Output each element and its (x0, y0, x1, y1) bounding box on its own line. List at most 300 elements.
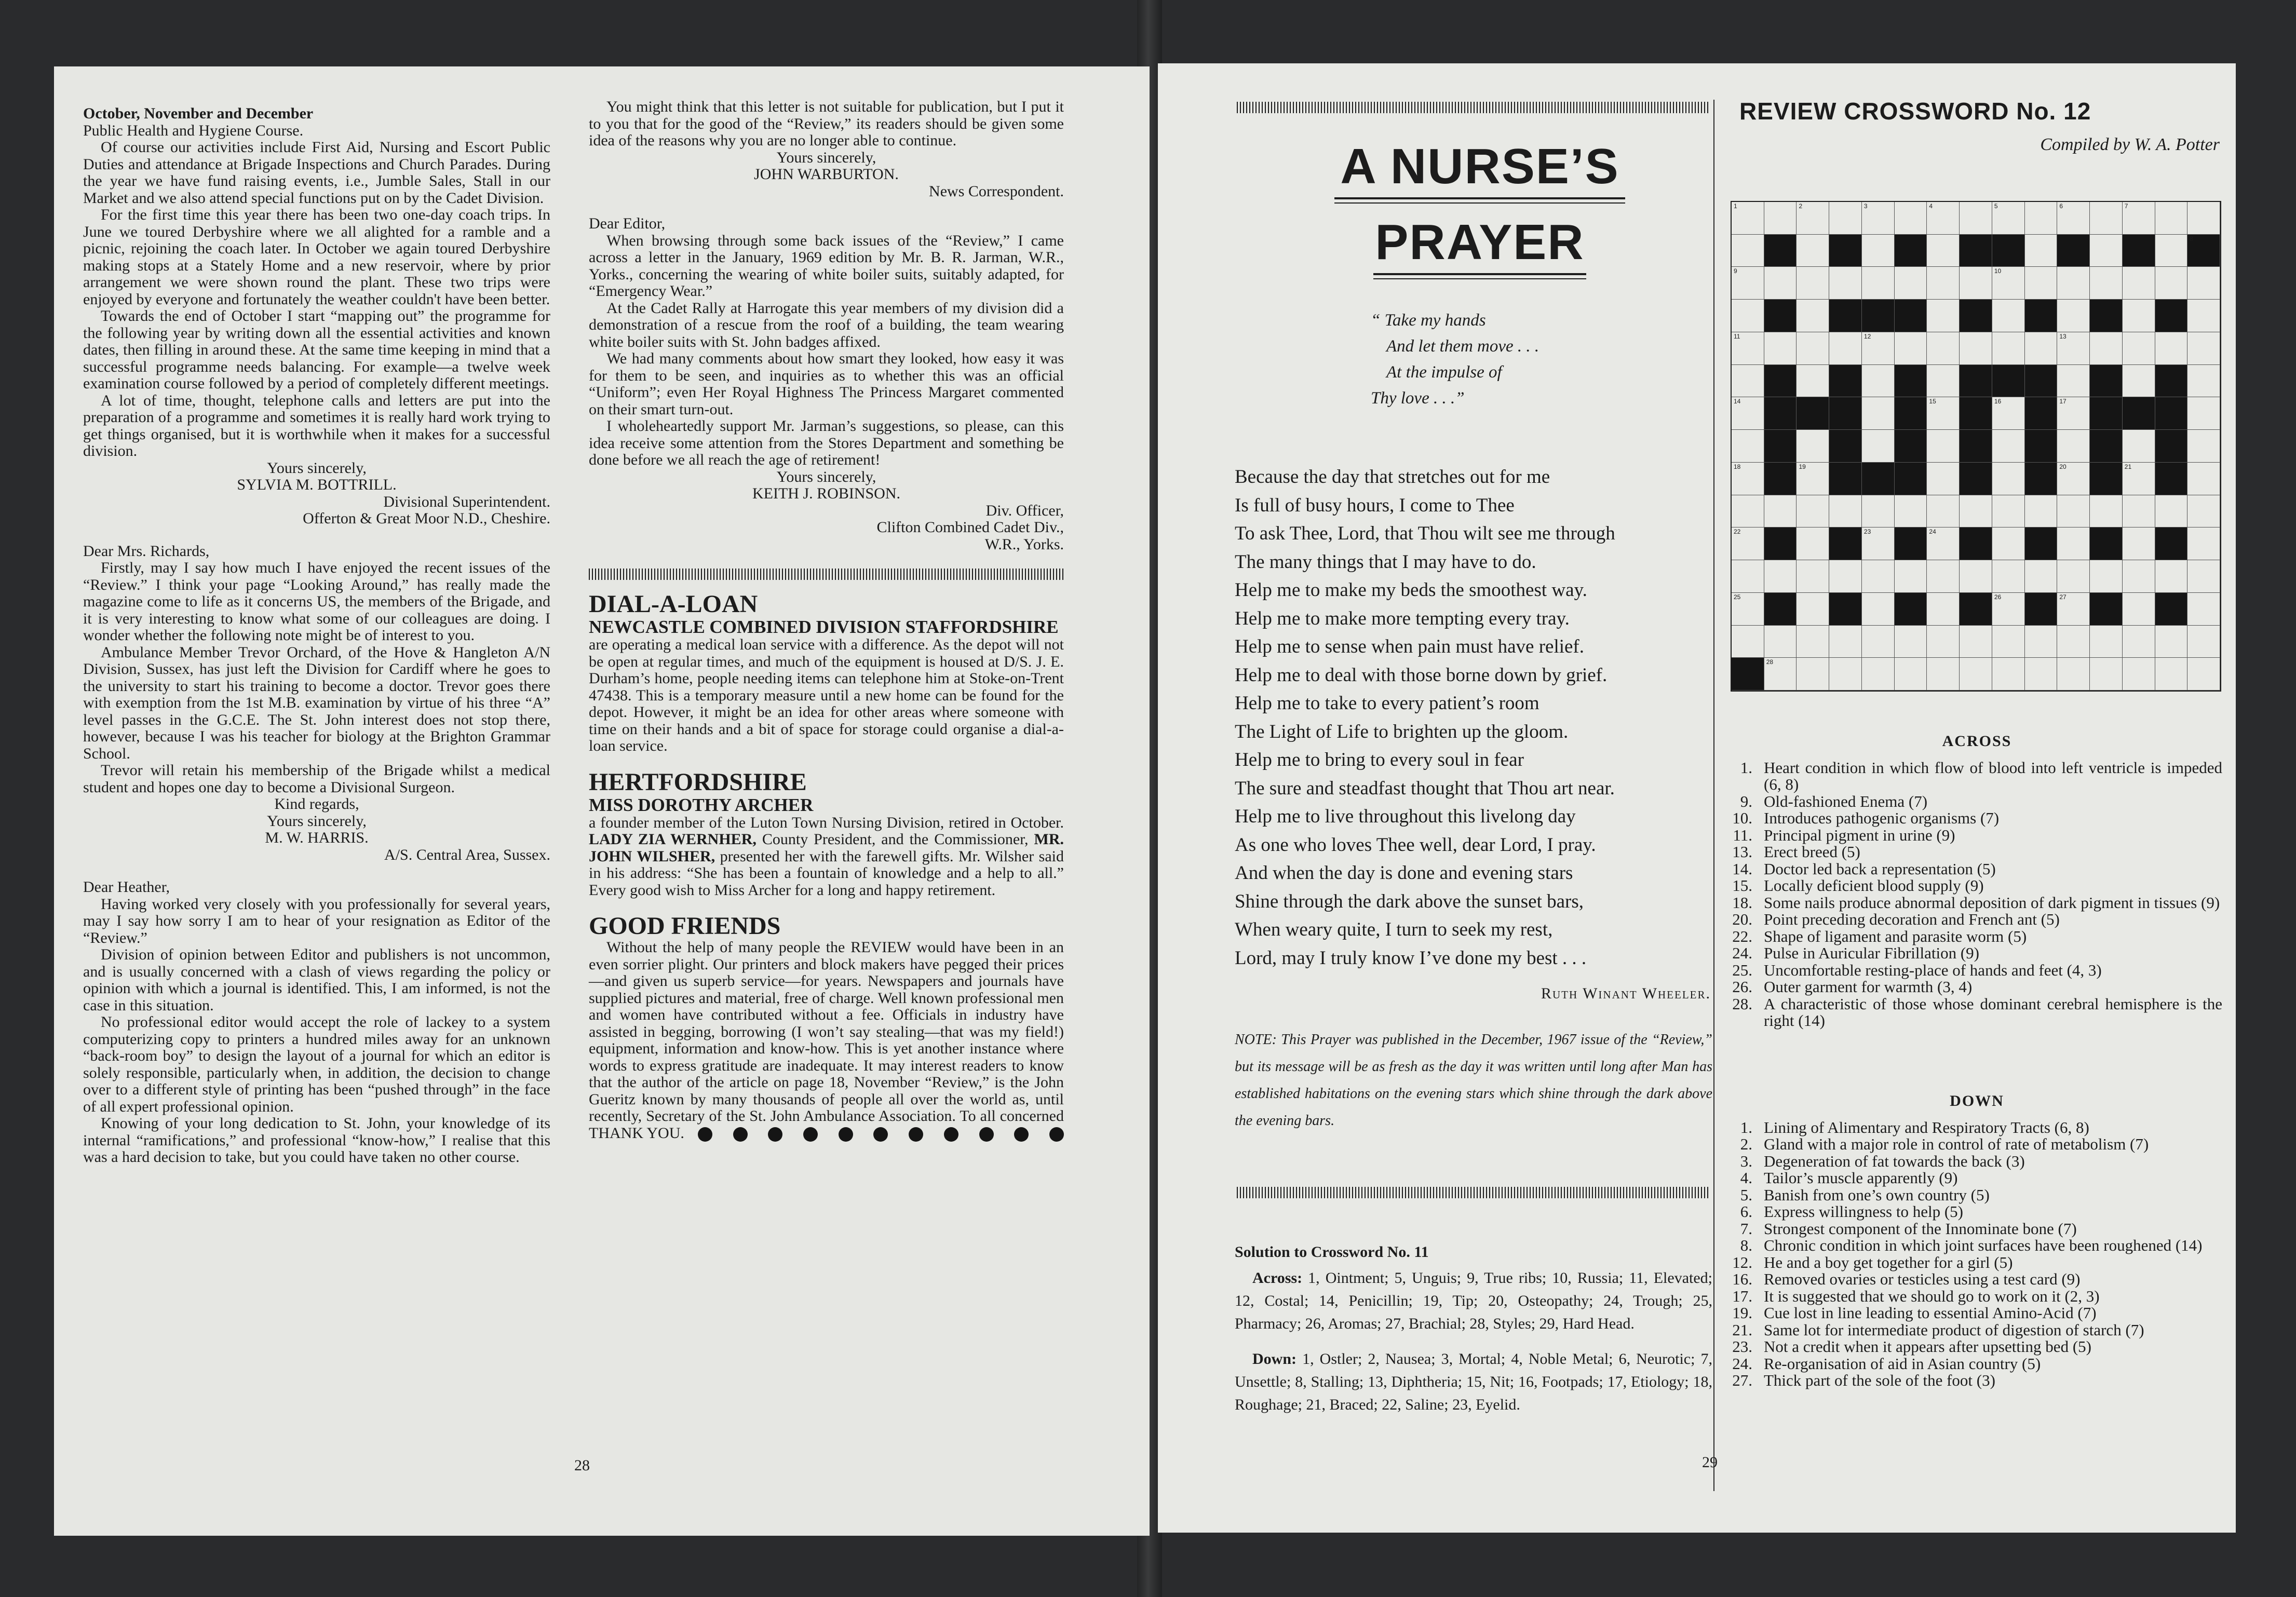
crossword-cell[interactable] (1992, 560, 2025, 593)
crossword-compiler: Compiled by W. A. Potter (2040, 135, 2220, 154)
crossword-black-square (1797, 397, 1829, 430)
crossword-cell[interactable] (1895, 267, 1927, 300)
clue-item (1732, 1170, 2222, 1187)
letter-paragraph: When browsing through some back issues of the “Review,” I came across a letter in the January, 1969 edition by Mr. B. R. Jarman, W.R., Yorks., concerning the wearing of white boiler suits, suitably adapted, for “Emergency Wear.” (589, 232, 1064, 300)
prayer-poem (1235, 463, 1712, 972)
poem-line: Help me to deal with those borne down by grief. (1235, 664, 1608, 686)
crossword-cell[interactable] (1927, 495, 1960, 528)
crossword-cell[interactable] (2123, 365, 2155, 398)
crossword-cell[interactable] (2187, 495, 2220, 528)
crossword-cell[interactable] (1797, 626, 1829, 658)
poem-line: The Light of Life to brighten up the gloom. (1235, 721, 1569, 742)
crossword-cell[interactable] (2025, 495, 2058, 528)
crossword-cell[interactable] (1927, 430, 1960, 463)
crossword-cell[interactable] (2090, 235, 2123, 267)
crossword-cell[interactable] (1895, 332, 1927, 365)
letter-paragraph: Trevor will retain his membership of the Brigade whilst a medical student and hopes one day to become a Divisional Surgeon. (83, 762, 550, 796)
crossword-cell[interactable] (1927, 365, 1960, 398)
dial-a-loan-section (589, 591, 1064, 755)
crossword-cell[interactable] (1927, 463, 1960, 495)
crossword-cell[interactable] (2025, 658, 2058, 691)
signature-title: Div. Officer, (985, 502, 1064, 519)
signature-title: News Correspondent. (929, 182, 1064, 200)
herts-text-2: County President, and the Commissioner, (762, 831, 1029, 848)
crossword-black-square (1764, 463, 1797, 495)
crossword-black-square (1764, 593, 1797, 626)
clue-item (1732, 844, 2222, 861)
crossword-cell[interactable] (2187, 267, 2220, 300)
crossword-cell[interactable] (1732, 365, 1764, 398)
crossword-cell[interactable] (2090, 267, 2123, 300)
signature-line: Kind regards, (274, 795, 359, 813)
crossword-cell[interactable] (2123, 463, 2155, 495)
title-underline (1373, 273, 1586, 279)
crossword-cell[interactable] (1927, 527, 1960, 560)
bullet-dot (909, 1127, 923, 1142)
clue-text: Doctor led back a representation (5) (1764, 859, 1996, 878)
clue-item (1732, 827, 2222, 844)
across-clue-list (1732, 760, 2222, 1030)
crossword-cell[interactable] (2057, 527, 2090, 560)
signature-title: Offerton & Great Moor N.D., Cheshire. (303, 510, 550, 527)
poem-author: Ruth Winant Wheeler. (1541, 985, 1711, 1002)
crossword-black-square (1764, 397, 1797, 430)
crossword-black-square (2090, 463, 2123, 495)
crossword-cell[interactable] (1960, 495, 1992, 528)
signature-line: Yours sincerely, (776, 468, 876, 485)
prayer-epigraph (1371, 307, 1539, 411)
crossword-cell[interactable] (1764, 626, 1797, 658)
clue-item (1732, 1119, 2222, 1136)
signature-line: SYLVIA M. BOTTRILL. (237, 476, 397, 493)
clue-number: 9. (1740, 792, 1752, 810)
crossword-cell[interactable] (1829, 658, 1862, 691)
clue-number: 20. (1732, 910, 1752, 928)
clue-item (1732, 996, 2222, 1030)
crossword-cell[interactable] (1732, 202, 1764, 235)
crossword-cell[interactable] (2187, 658, 2220, 691)
crossword-cell[interactable] (1927, 397, 1960, 430)
crossword-cell[interactable] (1862, 202, 1895, 235)
crossword-cell[interactable] (2057, 463, 2090, 495)
crossword-cell[interactable] (1960, 332, 1992, 365)
crossword-cell[interactable] (2187, 560, 2220, 593)
crossword-black-square (1895, 463, 1927, 495)
crossword-cell[interactable] (2057, 332, 2090, 365)
crossword-cell[interactable] (2187, 626, 2220, 658)
crossword-cell[interactable] (1960, 658, 1992, 691)
crossword-cell[interactable] (1732, 332, 1764, 365)
crossword-black-square (2025, 430, 2058, 463)
across-heading: ACROSS (1942, 733, 2012, 750)
clue-text: He and a boy get together for a girl (5) (1764, 1253, 2013, 1271)
clue-item (1732, 1153, 2222, 1170)
crossword-cell[interactable] (1732, 235, 1764, 267)
crossword-cell[interactable] (1797, 658, 1829, 691)
clue-text: It is suggested that we should go to work on it (2, 3) (1764, 1287, 2100, 1305)
signature-line: KEITH J. ROBINSON. (752, 485, 900, 502)
crossword-cell[interactable] (1797, 267, 1829, 300)
poem-line: When weary quite, I turn to seek my rest, (1235, 919, 1553, 940)
clue-text: Re-organisation of aid in Asian country (5) (1764, 1354, 2041, 1373)
clue-item (1732, 1254, 2222, 1271)
crossword-cell[interactable] (2090, 332, 2123, 365)
clue-text: Uncomfortable resting-place of hands and feet (4, 3) (1764, 960, 2102, 979)
crossword-cell[interactable] (1992, 527, 2025, 560)
crossword-cell[interactable] (2187, 202, 2220, 235)
crossword-cell[interactable] (1829, 626, 1862, 658)
crossword-cell[interactable] (1862, 560, 1895, 593)
crossword-cell[interactable] (1732, 267, 1764, 300)
good-friends-heading: GOOD FRIENDS (589, 912, 781, 940)
clue-number: 17. (1732, 1287, 1752, 1305)
crossword-cell[interactable] (1732, 300, 1764, 332)
crossword-cell[interactable] (2025, 626, 2058, 658)
crossword-cell[interactable] (2155, 235, 2188, 267)
clue-number: 23. (1732, 1337, 1752, 1356)
clue-text: Express willingness to help (5) (1764, 1202, 1964, 1221)
crossword-cell[interactable] (1732, 527, 1764, 560)
crossword-cell[interactable] (2057, 593, 2090, 626)
poem-line: Because the day that stretches out for me (1235, 466, 1550, 488)
crossword-cell-number: 11 (1734, 332, 1740, 340)
crossword-cell[interactable] (2123, 658, 2155, 691)
crossword-cell[interactable] (2057, 495, 2090, 528)
good-friends-section (589, 913, 1064, 1142)
clue-item (1732, 979, 2222, 996)
crossword-black-square (1829, 430, 1862, 463)
clue-number: 12. (1732, 1253, 1752, 1271)
crossword-cell[interactable] (1862, 235, 1895, 267)
crossword-cell[interactable] (2123, 560, 2155, 593)
crossword-cell[interactable] (1895, 495, 1927, 528)
crossword-black-square (1895, 593, 1927, 626)
clue-text: A characteristic of those whose dominant cerebral hemisphere is the right (14) (1764, 994, 2222, 1030)
title-underline (1334, 197, 1625, 204)
crossword-black-square (1764, 300, 1797, 332)
crossword-cell[interactable] (1927, 560, 1960, 593)
crossword-cell[interactable] (1927, 332, 1960, 365)
crossword-cell[interactable] (1992, 626, 2025, 658)
page-number-left: 28 (574, 1457, 590, 1474)
crossword-cell[interactable] (2090, 560, 2123, 593)
hertfordshire-subheading: MISS DOROTHY ARCHER (589, 794, 814, 815)
crossword-cell[interactable] (2057, 397, 2090, 430)
clue-item (1732, 895, 2222, 912)
crossword-cell[interactable] (1764, 495, 1797, 528)
crossword-cell[interactable] (2025, 202, 2058, 235)
crossword-cell[interactable] (1927, 626, 1960, 658)
crossword-cell[interactable] (2057, 430, 2090, 463)
crossword-cell[interactable] (1992, 463, 2025, 495)
letter-line: Dear Mrs. Richards, (83, 542, 210, 560)
crossword-cell[interactable] (1992, 593, 2025, 626)
crossword-cell[interactable] (1732, 430, 1764, 463)
crossword-cell[interactable] (1732, 397, 1764, 430)
crossword-cell[interactable] (2123, 332, 2155, 365)
crossword-cell[interactable] (2187, 300, 2220, 332)
crossword-cell[interactable] (2057, 300, 2090, 332)
solution-down (1235, 1348, 1712, 1416)
crossword-black-square (2090, 300, 2123, 332)
crossword-cell[interactable] (2057, 560, 2090, 593)
crossword-cell[interactable] (2187, 397, 2220, 430)
crossword-cell[interactable] (1992, 300, 2025, 332)
left-page (54, 66, 1150, 1536)
letter-paragraph: Towards the end of October I start “mapping out” the programme for the following year by writing down all the essential activities and known dates, then filling in around these. At the same time keeping in mind that a successful programme needs balancing. For example—a twelve week examination course followed by a period of completely different meetings. (83, 307, 550, 392)
clue-item (1732, 1322, 2222, 1339)
clue-text: Lining of Alimentary and Respiratory Tracts (6, 8) (1764, 1118, 2089, 1136)
clue-number: 18. (1732, 893, 1752, 912)
crossword-cell[interactable] (1960, 626, 1992, 658)
crossword-cell[interactable] (1732, 495, 1764, 528)
crossword-cell[interactable] (1764, 658, 1797, 691)
clue-item (1732, 1237, 2222, 1254)
crossword-cell-number: 2 (1799, 202, 1803, 210)
crossword-cell[interactable] (1960, 560, 1992, 593)
crossword-cell[interactable] (1764, 267, 1797, 300)
crossword-black-square (1764, 235, 1797, 267)
crossword-cell[interactable] (2187, 593, 2220, 626)
crossword-cell[interactable] (1895, 658, 1927, 691)
crossword-cell[interactable] (1732, 626, 1764, 658)
crossword-cell[interactable] (1927, 235, 1960, 267)
crossword-cell[interactable] (1862, 626, 1895, 658)
hertfordshire-heading: HERTFORDSHIRE (589, 768, 807, 796)
clue-number: 10. (1732, 809, 1752, 827)
clue-number: 25. (1732, 960, 1752, 979)
clue-text: Some nails produce abnormal deposition of dark pigment in tissues (9) (1764, 893, 2220, 912)
hertfordshire-section (589, 769, 1064, 899)
crossword-cell[interactable] (1862, 658, 1895, 691)
crossword-black-square (1895, 300, 1927, 332)
crossword-grid[interactable] (1731, 201, 2221, 692)
crossword-cell[interactable] (2187, 430, 2220, 463)
crossword-cell[interactable] (1992, 430, 2025, 463)
crossword-cell-number: 19 (1799, 463, 1806, 470)
crossword-cell[interactable] (2057, 658, 2090, 691)
signature-title: W.R., Yorks. (984, 535, 1064, 553)
crossword-cell[interactable] (1862, 267, 1895, 300)
crossword-cell[interactable] (1992, 495, 2025, 528)
clue-number: 11. (1733, 825, 1752, 844)
letter-line: Dear Editor, (589, 215, 666, 232)
crossword-cell[interactable] (1797, 332, 1829, 365)
down-heading: DOWN (1950, 1092, 2004, 1109)
crossword-cell[interactable] (1862, 397, 1895, 430)
crossword-cell[interactable] (1829, 267, 1862, 300)
crossword-cell[interactable] (2090, 626, 2123, 658)
crossword-cell[interactable] (1927, 202, 1960, 235)
crossword-cell[interactable] (2057, 267, 2090, 300)
crossword-cell[interactable] (1732, 593, 1764, 626)
clue-number: 26. (1732, 978, 1752, 996)
section-heading: October, November and December (83, 105, 314, 122)
crossword-cell[interactable] (1862, 593, 1895, 626)
clue-item (1732, 945, 2222, 962)
crossword-cell[interactable] (2025, 332, 2058, 365)
clue-number: 5. (1740, 1185, 1752, 1204)
spacer (589, 200, 1064, 215)
poem-line: Lord, may I truly know I’ve done my best . . . (1235, 947, 1587, 969)
crossword-cell[interactable] (1927, 658, 1960, 691)
crossword-black-square (1960, 463, 1992, 495)
crossword-cell[interactable] (2155, 495, 2188, 528)
solution-across-label: Across: (1252, 1269, 1303, 1287)
crossword-cell[interactable] (1797, 463, 1829, 495)
crossword-black-square (2025, 365, 2058, 398)
crossword-cell[interactable] (2187, 365, 2220, 398)
solution-title: Solution to Crossword No. 11 (1235, 1243, 1429, 1261)
crossword-cell[interactable] (2155, 658, 2188, 691)
clue-text: Tailor’s muscle apparently (9) (1764, 1169, 1958, 1187)
down-clues (1732, 1093, 2222, 1389)
prayer-title-line-2: PRAYER (1375, 214, 1585, 270)
crossword-cell[interactable] (2187, 527, 2220, 560)
down-clue-list (1732, 1119, 2222, 1389)
crossword-cell[interactable] (2025, 235, 2058, 267)
crossword-cell[interactable] (1992, 658, 2025, 691)
crossword-cell[interactable] (1829, 495, 1862, 528)
clue-number: 13. (1732, 843, 1752, 861)
clue-item (1732, 793, 2222, 810)
crossword-black-square (1764, 527, 1797, 560)
bullet-dot (803, 1127, 818, 1142)
clue-item (1732, 1288, 2222, 1305)
crossword-cell[interactable] (1862, 332, 1895, 365)
crossword-black-square (1895, 397, 1927, 430)
crossword-cell[interactable] (2123, 300, 2155, 332)
letter-paragraph: Having worked very closely with you professionally for several years, may I say how sorry I am to hear of your resignation as Editor of the “Review.” (83, 895, 550, 946)
crossword-cell[interactable] (2123, 430, 2155, 463)
crossword-cell[interactable] (1862, 430, 1895, 463)
letters-column-2 (589, 99, 1064, 1142)
crossword-cell[interactable] (2123, 626, 2155, 658)
crossword-black-square (2123, 397, 2155, 430)
crossword-cell[interactable] (2187, 332, 2220, 365)
page-number-right: 29 (1702, 1454, 1718, 1471)
crossword-cell[interactable] (1732, 463, 1764, 495)
crossword-cell[interactable] (1829, 202, 1862, 235)
clue-number: 7. (1740, 1219, 1752, 1238)
clue-number: 4. (1740, 1169, 1752, 1187)
crossword-cell[interactable] (2057, 202, 2090, 235)
crossword-cell[interactable] (1927, 267, 1960, 300)
crossword-black-square (2155, 397, 2188, 430)
crossword-cell[interactable] (1895, 626, 1927, 658)
crossword-cell[interactable] (2090, 495, 2123, 528)
crossword-cell[interactable] (2123, 593, 2155, 626)
crossword-cell-number: 9 (1734, 267, 1737, 275)
crossword-cell[interactable] (2025, 267, 2058, 300)
crossword-cell[interactable] (1797, 495, 1829, 528)
crossword-cell[interactable] (1862, 527, 1895, 560)
clue-number: 22. (1732, 927, 1752, 945)
clue-item (1732, 861, 2222, 878)
crossword-cell[interactable] (1797, 560, 1829, 593)
crossword-cell[interactable] (1797, 202, 1829, 235)
crossword-cell[interactable] (1732, 560, 1764, 593)
clue-item (1732, 877, 2222, 895)
clue-text: Introduces pathogenic organisms (7) (1764, 809, 2000, 827)
crossword-cell[interactable] (2155, 560, 2188, 593)
crossword-cell[interactable] (1992, 397, 2025, 430)
crossword-cell[interactable] (2090, 202, 2123, 235)
crossword-cell[interactable] (1829, 560, 1862, 593)
crossword-black-square (1895, 527, 1927, 560)
letter-paragraph: A lot of time, thought, telephone calls and letters are put into the preparation of a programme and sometimes it is really hard work trying to get things organised, but it is worthwhile when it makes for a successful division. (83, 391, 550, 459)
crossword-cell[interactable] (1927, 593, 1960, 626)
crossword-black-square (2090, 430, 2123, 463)
crossword-cell[interactable] (1992, 202, 2025, 235)
crossword-cell[interactable] (2057, 626, 2090, 658)
crossword-cell[interactable] (2155, 626, 2188, 658)
crossword-cell[interactable] (2155, 267, 2188, 300)
crossword-black-square (1895, 235, 1927, 267)
crossword-cell[interactable] (2123, 202, 2155, 235)
crossword-cell[interactable] (1992, 267, 2025, 300)
crossword-cell[interactable] (1862, 365, 1895, 398)
crossword-cell[interactable] (1992, 332, 2025, 365)
crossword-cell[interactable] (1797, 593, 1829, 626)
crossword-cell[interactable] (2057, 365, 2090, 398)
crossword-cell[interactable] (1797, 527, 1829, 560)
crossword-cell[interactable] (2090, 658, 2123, 691)
crossword-cell[interactable] (1960, 202, 1992, 235)
good-friends-body: Without the help of many people the REVIEW would have been in an even sorrier plight. Our printers and block makers have pegged their prices—and given us superb service—for years. Newspapers and journals have supplied pictures and material, free of charge. Well known professional men and women have contributed without a fee. Officials in industry have assisted in begging, borrowing (I won’t say stealing—that was my field!) equipment, information and know-how. This is yet another instance where words to express gratitude are inadequate. It may interest readers to know that the author of the article on page 18, November “Review,” is the John Gueritz known by many thousands of people all over the world as, until recently, Secretary of the St. John Ambulance Association. To all concerned THANK YOU. (589, 939, 1064, 1142)
crossword-cell-number: 28 (1766, 658, 1774, 666)
crossword-cell[interactable] (2187, 463, 2220, 495)
crossword-cell[interactable] (1829, 332, 1862, 365)
crossword-cell[interactable] (2123, 267, 2155, 300)
crossword-cell[interactable] (1764, 560, 1797, 593)
crossword-cell-number: 22 (1734, 528, 1741, 536)
clue-text: Thick part of the sole of the foot (3) (1764, 1371, 1995, 1389)
poem-line: As one who loves Thee well, dear Lord, I pray. (1235, 834, 1596, 856)
crossword-cell[interactable] (1895, 202, 1927, 235)
crossword-cell-number: 13 (2059, 332, 2067, 340)
crossword-cell[interactable] (1797, 235, 1829, 267)
crossword-cell[interactable] (1927, 300, 1960, 332)
clue-text: Erect breed (5) (1764, 843, 1860, 861)
clue-item (1732, 1136, 2222, 1153)
poem-line: Help me to bring to every soul in fear (1235, 749, 1524, 770)
crossword-black-square (2090, 527, 2123, 560)
crossword-cell[interactable] (1895, 560, 1927, 593)
signature-title: Divisional Superintendent. (383, 493, 550, 510)
letter-paragraph: Knowing of your long dedication to St. John, your knowledge of its internal “ramifications,” and professional “know-how,” I realise that this was a hard decision to take, but you could have taken no other course. (83, 1115, 550, 1166)
crossword-cell[interactable] (1797, 365, 1829, 398)
crossword-cell[interactable] (1862, 495, 1895, 528)
crossword-cell[interactable] (1797, 300, 1829, 332)
crossword-cell[interactable] (1797, 430, 1829, 463)
clue-text: Pulse in Auricular Fibrillation (9) (1764, 944, 1980, 962)
crossword-cell[interactable] (2123, 527, 2155, 560)
crossword-cell[interactable] (2123, 495, 2155, 528)
crossword-cell[interactable] (2155, 332, 2188, 365)
poem-line: The many things that I may have to do. (1235, 551, 1536, 573)
crossword-cell[interactable] (1764, 202, 1797, 235)
crossword-cell[interactable] (2025, 560, 2058, 593)
poem-line: Shine through the dark above the sunset bars, (1235, 890, 1584, 912)
crossword-cell[interactable] (1960, 267, 1992, 300)
crossword-cell[interactable] (2155, 202, 2188, 235)
crossword-cell-number: 6 (2059, 202, 2063, 210)
crossword-cell-number: 3 (1863, 202, 1868, 210)
clue-text: Cue lost in line leading to essential Amino-Acid (7) (1764, 1304, 2097, 1322)
crossword-cell-number: 7 (2124, 202, 2128, 210)
crossword-cell[interactable] (1764, 332, 1797, 365)
